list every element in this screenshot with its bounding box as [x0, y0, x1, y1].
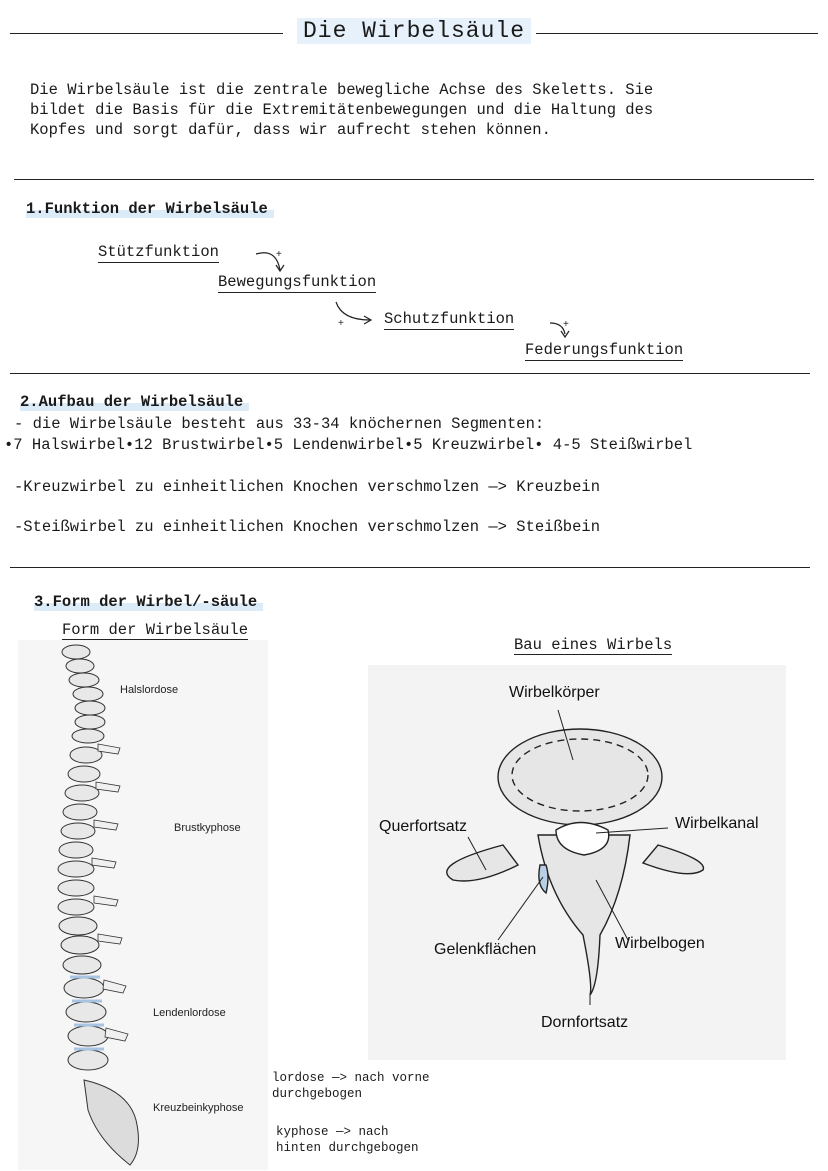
label-wirbelbogen: Wirbelbogen — [615, 935, 705, 952]
divider-3 — [10, 567, 810, 568]
label-wirbelkanal: Wirbelkanal — [675, 815, 759, 832]
divider-2 — [10, 373, 810, 374]
label-halslordose: Halslordose — [120, 684, 179, 696]
function-arrows — [0, 0, 828, 380]
function-federung: Federungsfunktion — [525, 341, 684, 359]
note-lordose: lordose —> nach vorne durchgebogen — [272, 1071, 430, 1101]
label-wirbelkoerper: Wirbelkörper — [509, 684, 600, 701]
label-brustkyphose: Brustkyphose — [174, 822, 241, 834]
svg-text:+: + — [563, 319, 569, 330]
note-kyphose: kyphose —> nach hinten durchgebogen — [276, 1125, 419, 1155]
section1-heading: 1.Funktion der Wirbelsäule — [26, 200, 274, 218]
label-gelenkflaechen: Gelenkflächen — [434, 941, 537, 958]
function-schutz: Schutzfunktion — [384, 310, 515, 328]
section3-heading: 3.Form der Wirbel/-säule — [34, 593, 263, 611]
spine-subtitle: Form der Wirbelsäule — [62, 621, 249, 639]
aufbau-line-3: -Kreuzwirbel zu einheitlichen Knochen verschmolzen —> Kreuzbein — [14, 478, 600, 496]
function-stuetz: Stützfunktion — [98, 243, 219, 261]
intro-paragraph: Die Wirbelsäule ist die zentrale bewegliche Achse des Skeletts. Sie bildet die Basis für die Extremitätenbewegungen und die Haltung des Kopfes und sorgt dafür, dass wir aufrecht stehen können. — [30, 81, 654, 139]
label-kreuzbeinkyphose: Kreuzbeinkyphose — [153, 1102, 244, 1114]
label-lendenlordose: Lendenlordose — [153, 1007, 226, 1019]
function-bewegung: Bewegungsfunktion — [218, 273, 377, 291]
wirbelkoerper — [498, 729, 662, 825]
aufbau-line-2: •7 Halswirbel•12 Brustwirbel•5 Lendenwirbel•5 Kreuzwirbel• 4-5 Steißwirbel — [4, 436, 693, 454]
label-dornfortsatz: Dornfortsatz — [541, 1014, 629, 1031]
svg-text:+: + — [276, 249, 282, 260]
page-title: Die Wirbelsäule — [0, 18, 828, 44]
vertebra-illustration — [368, 665, 786, 1060]
section2-heading: 2.Aufbau der Wirbelsäule — [20, 393, 249, 411]
vertebra-subtitle: Bau eines Wirbels — [514, 636, 673, 654]
aufbau-line-1: - die Wirbelsäule besteht aus 33-34 knöchernen Segmenten: — [14, 415, 545, 433]
label-querfortsatz: Querfortsatz — [379, 818, 468, 835]
spine-illustration — [18, 640, 268, 1170]
svg-text:+: + — [338, 318, 344, 329]
aufbau-line-4: -Steißwirbel zu einheitlichen Knochen verschmolzen —> Steißbein — [14, 518, 600, 536]
